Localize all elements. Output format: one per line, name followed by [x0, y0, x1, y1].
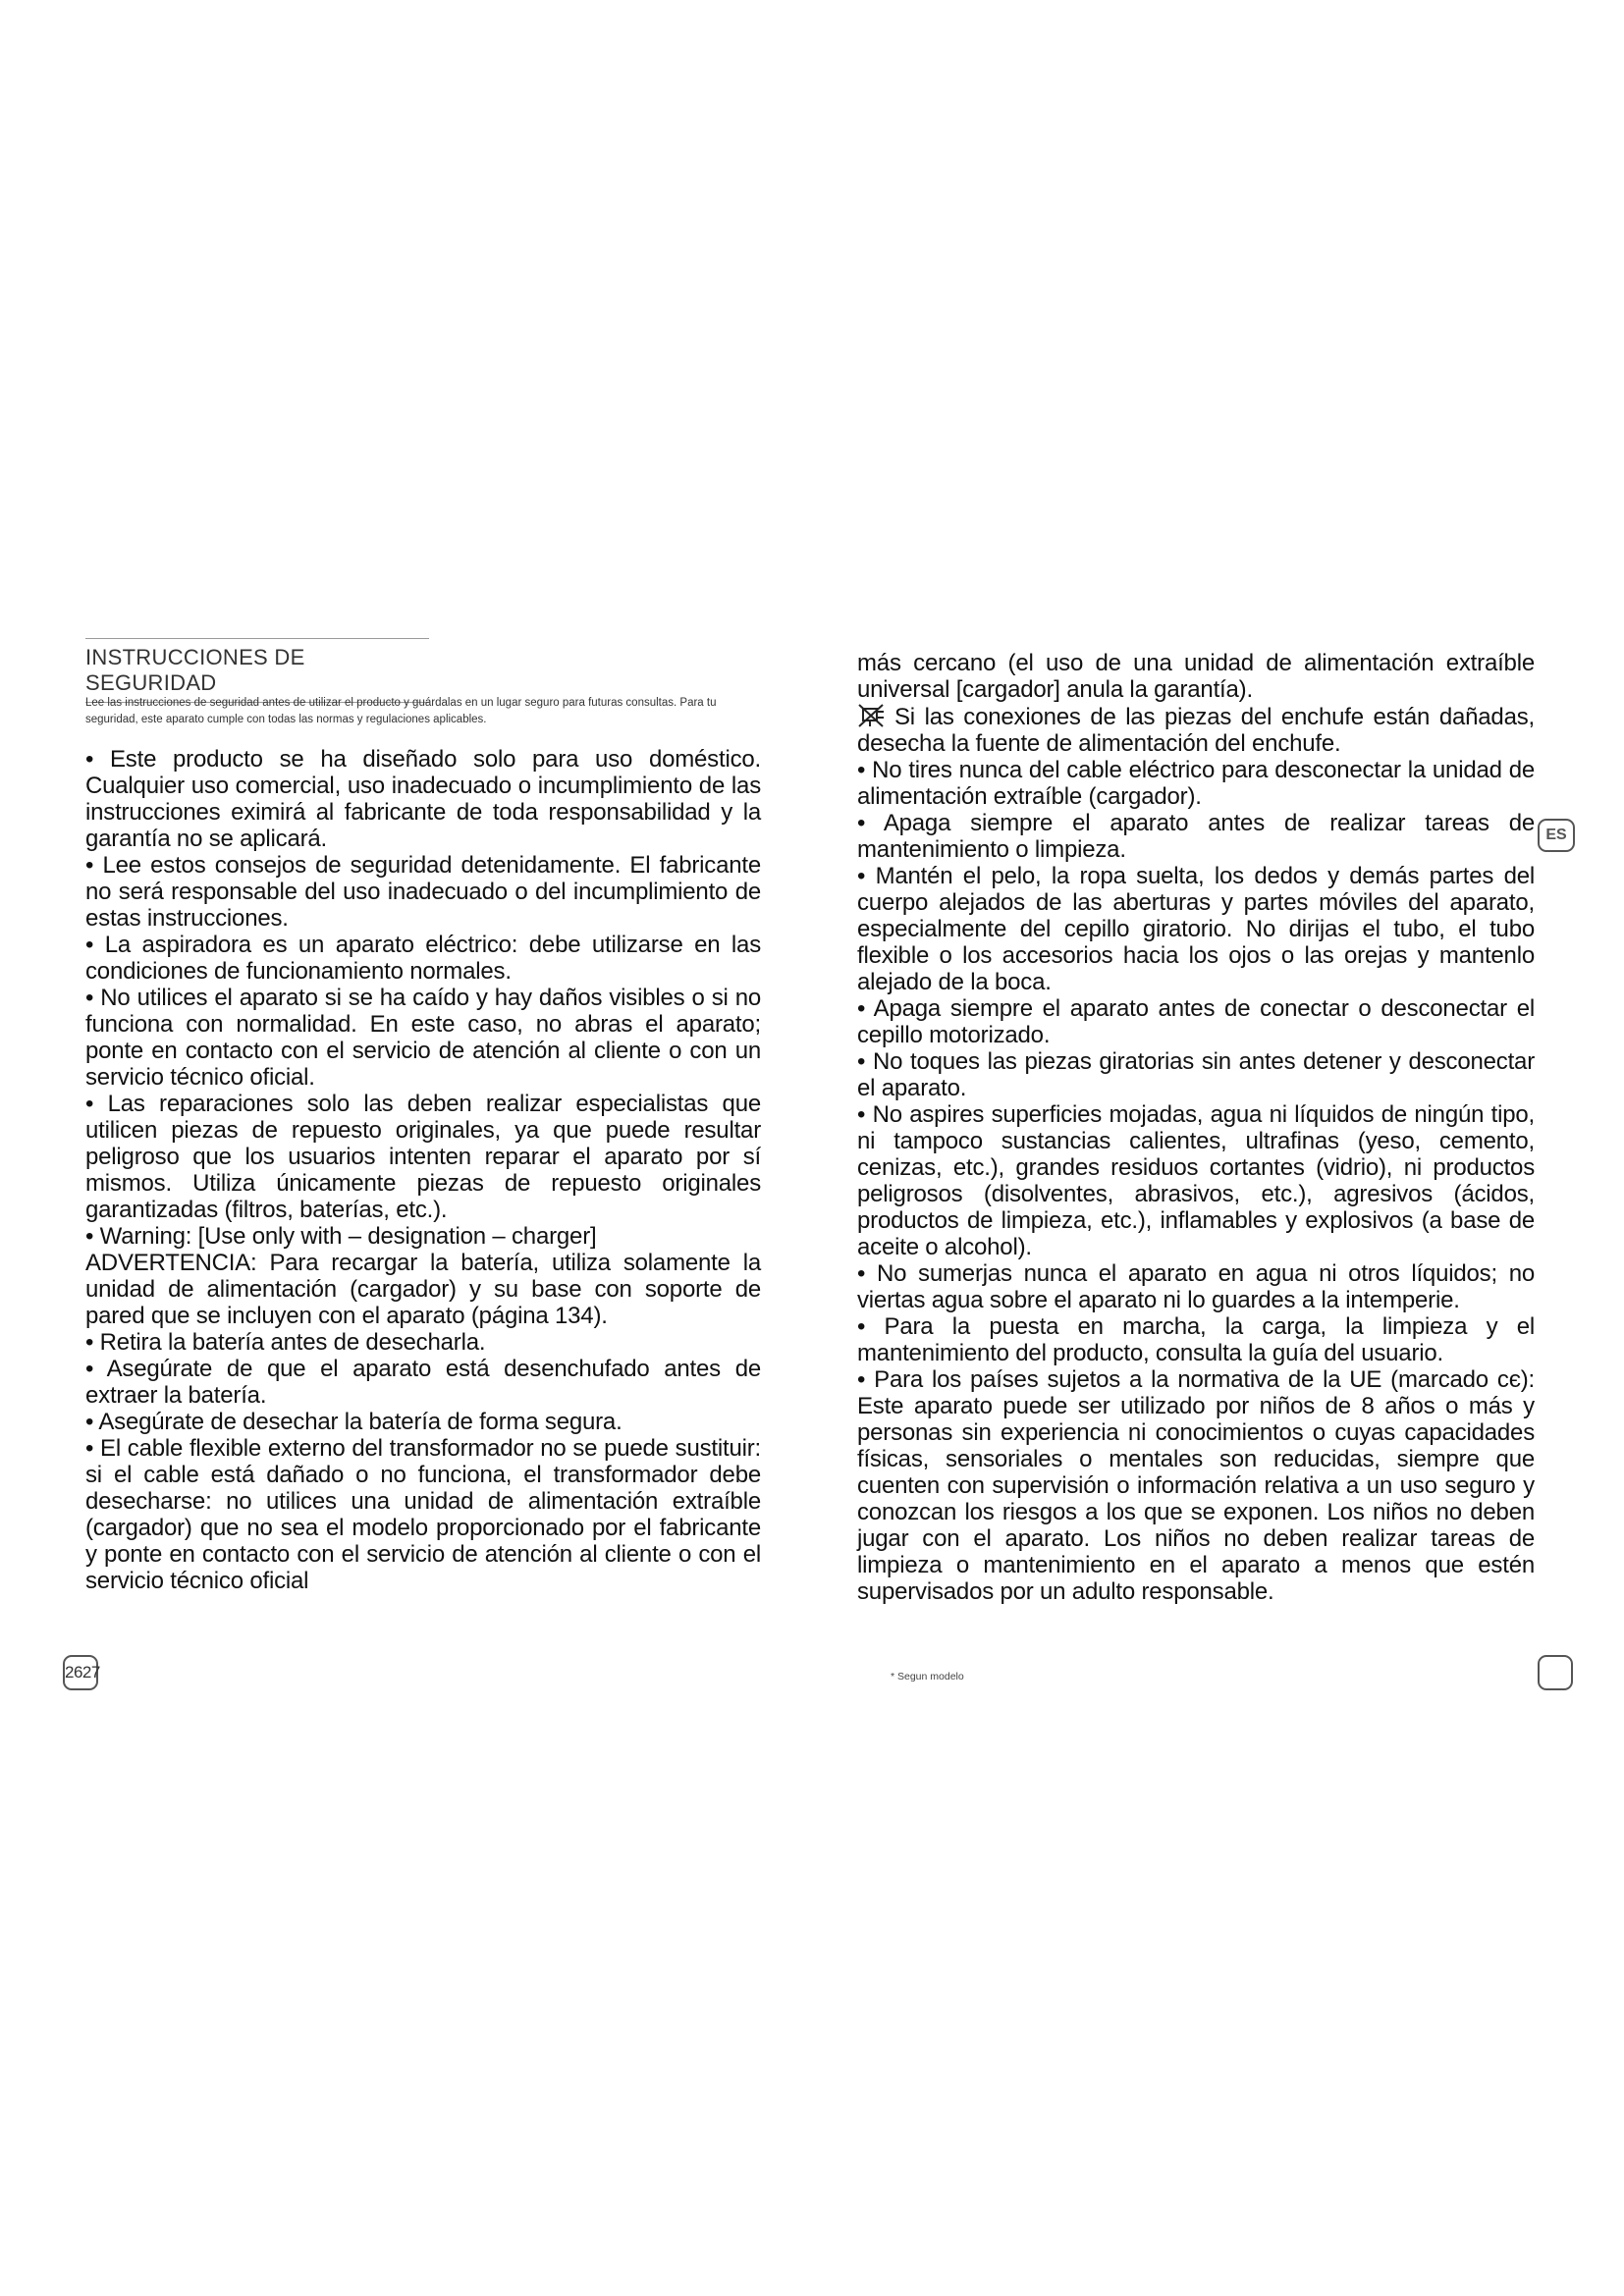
safety-item: • No utilices el aparato si se ha caído y hay daños visibles o si no funciona con normalidad. En este caso, no abras el aparato; ponte en contacto con el servicio de atención al cliente o con un servicio técnico oficial. [85, 985, 761, 1091]
symbol-paragraph-text: Si las conexiones de las piezas del enchufe están dañadas, desecha la fuente de alimentación del enchufe. [857, 704, 1535, 757]
safety-item: • No tires nunca del cable eléctrico para desconectar la unidad de alimentación extraíble (cargador). [857, 757, 1535, 810]
crossed-plug-paragraph [857, 703, 1535, 757]
left-column [85, 746, 761, 1629]
intro-paragraph: Lee las instrucciones de seguridad antes de utilizar el producto y guárdalas en un lugar seguro para futuras consultas. Para tu seguridad, este aparato cumple con todas las normas y regulaciones aplicables. [85, 697, 717, 725]
safety-item: • El cable flexible externo del transformador no se puede sustituir: si el cable está dañado o no funciona, el transformador debe desecharse: no utilices una unidad de alimentación extraíble (cargador) que no sea el modelo proporcionado por el fabricante y ponte en contacto con el servicio de atención al cliente o con el servicio técnico oficial [85, 1435, 761, 1594]
safety-item: • Mantén el pelo, la ropa suelta, los dedos y demás partes del cuerpo alejados de las aberturas y partes móviles del aparato, especialmente del cepillo giratorio. No dirijas el tubo, el tubo flexible o los accesorios hacia los ojos o las orejas y mantenlo alejado de la boca. [857, 863, 1535, 995]
page-badge-right [1538, 1655, 1573, 1690]
continuation-text: más cercano (el uso de una unidad de alimentación extraíble universal [cargador] anula la garantía). [857, 650, 1535, 703]
footnote: * Segun modelo [891, 1671, 964, 1682]
safety-item: • No toques las piezas giratorias sin antes detener y desconectar el aparato. [857, 1048, 1535, 1101]
safety-item: • Apaga siempre el aparato antes de realizar tareas de mantenimiento o limpieza. [857, 810, 1535, 863]
safety-item: • Apaga siempre el aparato antes de conectar o desconectar el cepillo motorizado. [857, 995, 1535, 1048]
safety-item: • No sumerjas nunca el aparato en agua ni otros líquidos; no viertas agua sobre el aparato ni lo guardes a la intemperie. [857, 1260, 1535, 1313]
language-badge: ES [1538, 819, 1575, 852]
safety-item: • La aspiradora es un aparato eléctrico: debe utilizarse en las condiciones de funcionamiento normales. [85, 932, 761, 985]
safety-item: • Las reparaciones solo las deben realizar especialistas que utilicen piezas de repuesto originales, ya que puede resultar peligroso que los usuarios intenten reparar el aparato por sí mismos. Utiliza únicamente piezas de repuesto originales garantizadas (filtros, baterías, etc.). [85, 1091, 761, 1223]
safety-item: • Para los países sujetos a la normativa de la UE (marcado ϲє): Este aparato puede ser utilizado por niños de 8 años o más y personas sin experiencia ni conocimientos o cuyas capacidades físicas, sensoriales o mentales son reducidas, siempre que cuenten con supervisión o información relativa a un uso seguro y conozcan los riesgos a los que se exponen. Los niños no deben jugar con el aparato. Los niños no deben realizar tareas de limpieza o mantenimiento en el aparato a menos que estén supervisados por un adulto responsable. [857, 1366, 1535, 1605]
page-number: 2627 [65, 1663, 100, 1682]
right-column [857, 650, 1535, 1651]
section-title: INSTRUCCIONES DE SEGURIDAD [85, 638, 429, 703]
warning-item: • Warning: [Use only with – designation – charger] [85, 1223, 597, 1250]
safety-item: • Lee estos consejos de seguridad detenidamente. El fabricante no será responsable del uso inadecuado o del incumplimiento de estas instrucciones. [85, 852, 761, 932]
safety-item: • No aspires superficies mojadas, agua ni líquidos de ningún tipo, ni tampoco sustancias calientes, ultrafinas (yeso, cemento, cenizas, etc.), grandes residuos cortantes (vidrio), ni productos peligrosos (disolventes, abrasivos, etc.), agresivos (ácidos, productos de limpieza, etc.), inflamables y explosivos (a base de aceite o alcohol). [857, 1101, 1535, 1260]
safety-item: • Este producto se ha diseñado solo para uso doméstico. Cualquier uso comercial, uso inadecuado o incumplimiento de las instrucciones eximirá al fabricante de toda responsabilidad y la garantía no se aplicará. [85, 746, 761, 852]
crossed-plug-icon [857, 703, 887, 728]
safety-item: • Retira la batería antes de desecharla. [85, 1329, 486, 1356]
safety-item: • Asegúrate de desechar la batería de forma segura. [85, 1409, 623, 1435]
safety-item: • Asegúrate de que el aparato está desenchufado antes de extraer la batería. [85, 1356, 761, 1409]
safety-item: • Para la puesta en marcha, la carga, la limpieza y el mantenimiento del producto, consulta la guía del usuario. [857, 1313, 1535, 1366]
advertencia-item: ADVERTENCIA: Para recargar la batería, utiliza solamente la unidad de alimentación (cargador) y su base con soporte de pared que se incluyen con el aparato (página 134). [85, 1250, 761, 1329]
